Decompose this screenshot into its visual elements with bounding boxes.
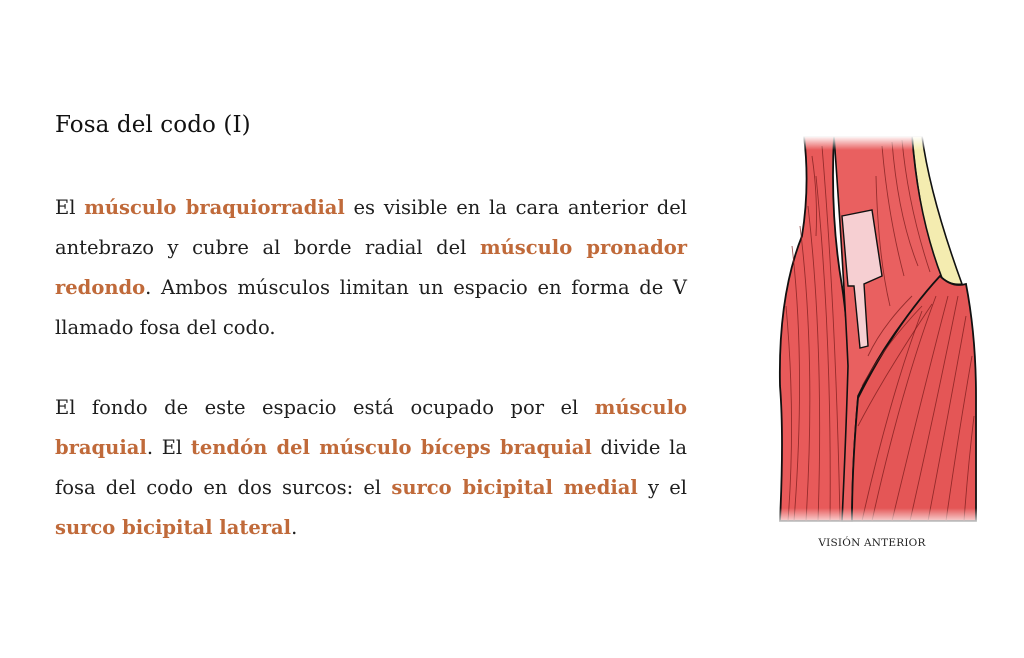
- page-title: Fosa del codo (I): [55, 112, 251, 138]
- forearm-muscles-drawing: [772, 136, 982, 526]
- paragraph-text: El fondo de este espacio está ocupado por el: [55, 396, 595, 419]
- paragraph-text: . El: [146, 436, 191, 459]
- paragraph-text: .: [291, 516, 298, 539]
- term-surco-bicipital-lateral: surco bicipital lateral: [55, 516, 292, 539]
- paragraph-text: y el: [637, 476, 687, 499]
- elbow-anatomy-illustration: [772, 136, 982, 526]
- paragraph-text: El: [55, 196, 85, 219]
- paragraph-2: [55, 388, 687, 548]
- paragraph-1: [55, 188, 687, 348]
- term-surco-bicipital-medial: surco bicipital medial: [391, 476, 638, 499]
- paragraph-text: divide la fosa del codo en dos surcos: el: [55, 436, 687, 499]
- paragraph-text: . Ambos músculos limitan un espacio en forma de V llamado fosa del codo.: [55, 276, 687, 339]
- term-musculo-pronador-redondo: músculo pronador redondo: [55, 236, 688, 299]
- paragraph-text: es visible en la cara anterior del antebrazo y cubre al borde radial del: [55, 196, 687, 259]
- term-musculo-braquial: músculo braquial: [55, 396, 687, 459]
- figure-caption: VISIÓN ANTERIOR: [818, 537, 926, 549]
- term-musculo-braquiorradial: músculo braquiorradial: [84, 196, 345, 219]
- term-tendon-biceps-braquial: tendón del músculo bíceps braquial: [190, 436, 592, 459]
